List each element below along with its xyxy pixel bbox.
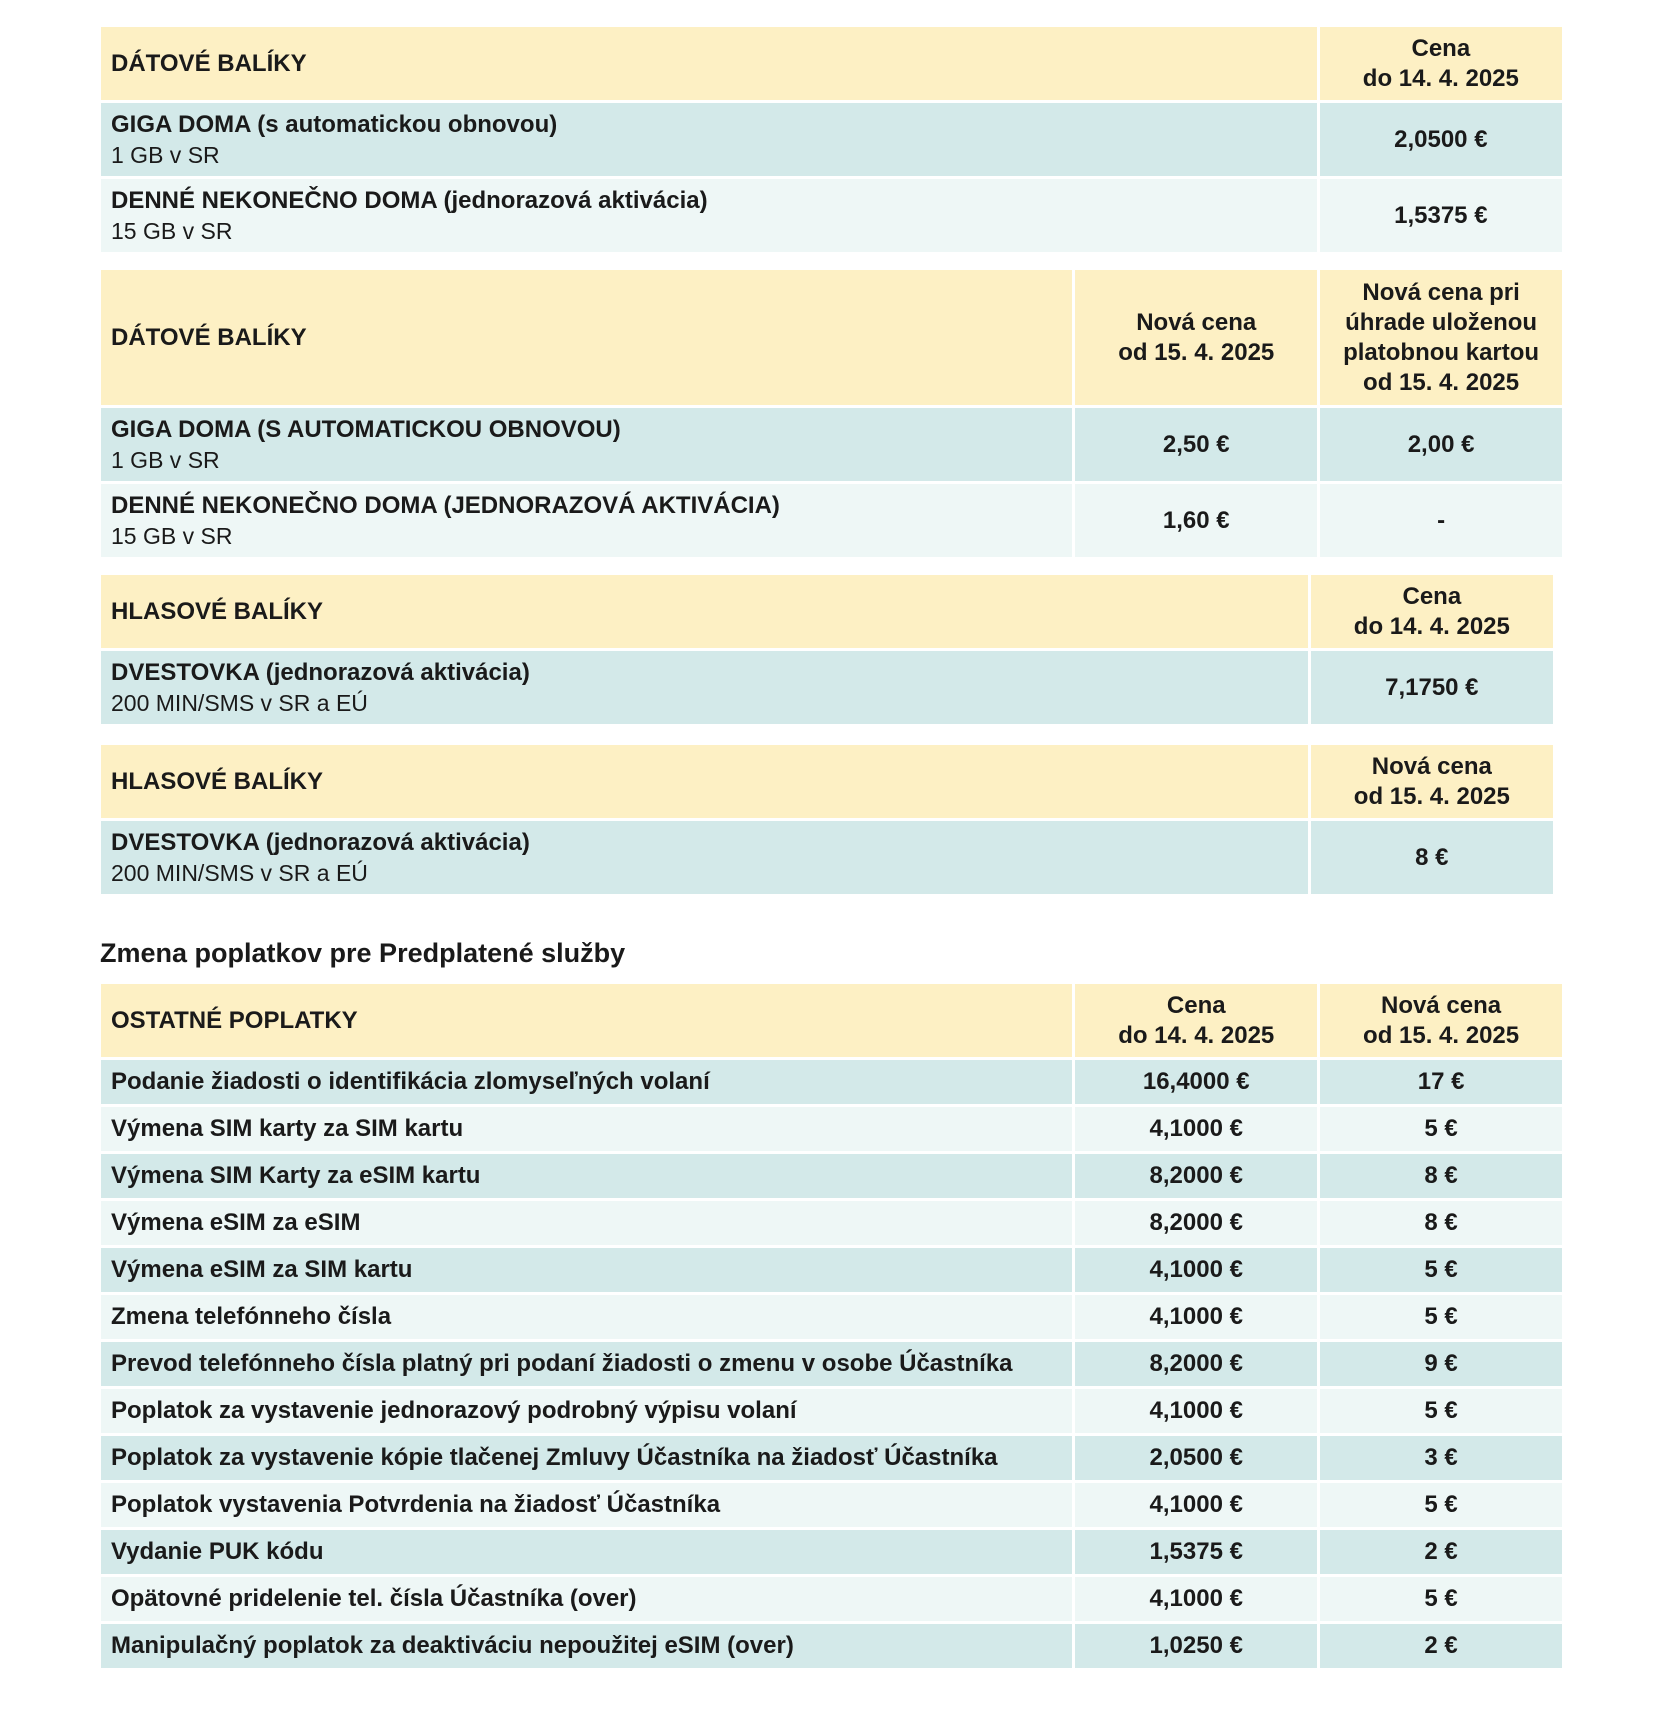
new-price-column-header: Nová cena od 15. 4. 2025 bbox=[1075, 270, 1317, 405]
new-price-cell: 5 € bbox=[1320, 1295, 1562, 1339]
new-price-cell: 5 € bbox=[1320, 1577, 1562, 1621]
package-detail: 1 GB v SR bbox=[111, 141, 220, 168]
package-detail: 15 GB v SR bbox=[111, 522, 233, 549]
table-header: HLASOVÉ BALÍKY bbox=[101, 575, 1308, 648]
fee-name-cell: Výmena SIM Karty za eSIM kartu bbox=[101, 1154, 1072, 1198]
table-row bbox=[101, 179, 1562, 252]
card-price-cell: 2,00 € bbox=[1320, 408, 1562, 481]
voice-packages-old-table bbox=[98, 572, 1556, 727]
new-price-cell: 2 € bbox=[1320, 1624, 1562, 1668]
price-column-header: Cena do 14. 4. 2025 bbox=[1320, 27, 1562, 100]
old-price-column-header: Cena do 14. 4. 2025 bbox=[1075, 984, 1317, 1057]
fee-name-cell: Opätovné pridelenie tel. čísla Účastníka (over) bbox=[101, 1577, 1072, 1621]
old-price-cell: 1,0250 € bbox=[1075, 1624, 1317, 1668]
section-title: Zmena poplatkov pre Predplatené služby bbox=[100, 938, 626, 968]
price-cell: 2,50 € bbox=[1075, 408, 1317, 481]
table-row bbox=[101, 1624, 1562, 1668]
package-name: GIGA DOMA bbox=[111, 110, 251, 138]
table-row bbox=[101, 1530, 1562, 1574]
old-price-cell: 8,2000 € bbox=[1075, 1342, 1317, 1386]
data-packages-old-table bbox=[98, 24, 1565, 255]
package-detail: 200 MIN/SMS v SR a EÚ bbox=[111, 859, 368, 886]
table-row bbox=[101, 1248, 1562, 1292]
fee-name-cell: Poplatok za vystavenie jednorazový podrobný výpisu volaní bbox=[101, 1389, 1072, 1433]
fee-name-cell: Prevod telefónneho čísla platný pri podaní žiadosti o zmenu v osobe Účastníka bbox=[101, 1342, 1072, 1386]
price-column-header: Nová cena od 15. 4. 2025 bbox=[1311, 745, 1553, 818]
package-note: (jednorazová aktivácia) bbox=[259, 658, 530, 686]
package-note: (s automatickou obnovou) bbox=[250, 110, 558, 138]
new-price-cell: 5 € bbox=[1320, 1483, 1562, 1527]
old-price-cell: 8,2000 € bbox=[1075, 1154, 1317, 1198]
table-header: HLASOVÉ BALÍKY bbox=[101, 745, 1308, 818]
card-price-column-header: Nová cena pri úhrade uloženou platobnou kartou od 15. 4. 2025 bbox=[1320, 270, 1562, 405]
voice-packages-new-table bbox=[98, 742, 1556, 897]
table-row bbox=[101, 484, 1562, 557]
new-price-cell: 17 € bbox=[1320, 1060, 1562, 1104]
price-cell: 8 € bbox=[1311, 821, 1553, 894]
old-price-cell: 8,2000 € bbox=[1075, 1201, 1317, 1245]
price-cell: 1,60 € bbox=[1075, 484, 1317, 557]
new-price-cell: 5 € bbox=[1320, 1389, 1562, 1433]
table-row bbox=[101, 821, 1553, 894]
table-header: OSTATNÉ POPLATKY bbox=[101, 984, 1072, 1057]
table-row bbox=[101, 1342, 1562, 1386]
package-name: DENNÉ NEKONEČNO DOMA (JEDNORAZOVÁ AKTIVÁCIA) bbox=[111, 491, 780, 519]
price-cell: 1,5375 € bbox=[1320, 179, 1562, 252]
fee-name-cell: Vydanie PUK kódu bbox=[101, 1530, 1072, 1574]
table-row bbox=[101, 1389, 1562, 1433]
other-fees-table bbox=[98, 981, 1565, 1671]
new-price-cell: 8 € bbox=[1320, 1154, 1562, 1198]
fee-name-cell: Poplatok za vystavenie kópie tlačenej Zmluvy Účastníka na žiadosť Účastníka bbox=[101, 1436, 1072, 1480]
table-row bbox=[101, 1201, 1562, 1245]
package-detail: 1 GB v SR bbox=[111, 446, 220, 473]
table-row bbox=[101, 1577, 1562, 1621]
fee-name-cell: Poplatok vystavenia Potvrdenia na žiadosť Účastníka bbox=[101, 1483, 1072, 1527]
card-price-cell: - bbox=[1320, 484, 1562, 557]
package-name: DVESTOVKA bbox=[111, 828, 260, 856]
new-price-cell: 8 € bbox=[1320, 1201, 1562, 1245]
new-price-column-header: Nová cena od 15. 4. 2025 bbox=[1320, 984, 1562, 1057]
data-packages-new-table bbox=[98, 267, 1565, 560]
table-row bbox=[101, 1483, 1562, 1527]
old-price-cell: 4,1000 € bbox=[1075, 1248, 1317, 1292]
old-price-cell: 4,1000 € bbox=[1075, 1577, 1317, 1621]
table-row bbox=[101, 1436, 1562, 1480]
old-price-cell: 1,5375 € bbox=[1075, 1530, 1317, 1574]
old-price-cell: 2,0500 € bbox=[1075, 1436, 1317, 1480]
fee-name-cell: Výmena eSIM za eSIM bbox=[101, 1201, 1072, 1245]
new-price-cell: 2 € bbox=[1320, 1530, 1562, 1574]
fee-name-cell: Výmena SIM karty za SIM kartu bbox=[101, 1107, 1072, 1151]
package-name: DENNÉ NEKONEČNO DOMA bbox=[111, 186, 437, 214]
new-price-cell: 5 € bbox=[1320, 1248, 1562, 1292]
price-cell: 2,0500 € bbox=[1320, 103, 1562, 176]
old-price-cell: 4,1000 € bbox=[1075, 1295, 1317, 1339]
fee-name-cell: Zmena telefónneho čísla bbox=[101, 1295, 1072, 1339]
price-cell: 7,1750 € bbox=[1311, 651, 1553, 724]
package-note: (jednorazová aktivácia) bbox=[436, 186, 708, 214]
table-row bbox=[101, 103, 1562, 176]
fee-name-cell: Manipulačný poplatok za deaktiváciu nepoužitej eSIM (over) bbox=[101, 1624, 1072, 1668]
table-header: DÁTOVÉ BALÍKY bbox=[101, 27, 1317, 100]
old-price-cell: 4,1000 € bbox=[1075, 1107, 1317, 1151]
old-price-cell: 4,1000 € bbox=[1075, 1483, 1317, 1527]
old-price-cell: 16,4000 € bbox=[1075, 1060, 1317, 1104]
package-name: DVESTOVKA bbox=[111, 658, 260, 686]
fee-name-cell: Podanie žiadosti o identifikácia zlomyseľných volaní bbox=[101, 1060, 1072, 1104]
package-detail: 200 MIN/SMS v SR a EÚ bbox=[111, 689, 368, 716]
package-detail: 15 GB v SR bbox=[111, 217, 233, 244]
package-note: (jednorazová aktivácia) bbox=[259, 828, 530, 856]
table-row bbox=[101, 1060, 1562, 1104]
new-price-cell: 5 € bbox=[1320, 1107, 1562, 1151]
package-name: GIGA DOMA (S AUTOMATICKOU OBNOVOU) bbox=[111, 415, 621, 443]
fee-name-cell: Výmena eSIM za SIM kartu bbox=[101, 1248, 1072, 1292]
new-price-cell: 9 € bbox=[1320, 1342, 1562, 1386]
new-price-cell: 3 € bbox=[1320, 1436, 1562, 1480]
table-row bbox=[101, 1295, 1562, 1339]
price-document bbox=[101, 24, 1562, 1671]
table-row bbox=[101, 1154, 1562, 1198]
table-header: DÁTOVÉ BALÍKY bbox=[101, 270, 1072, 405]
table-row bbox=[101, 651, 1553, 724]
table-row bbox=[101, 1107, 1562, 1151]
old-price-cell: 4,1000 € bbox=[1075, 1389, 1317, 1433]
table-row bbox=[101, 408, 1562, 481]
price-column-header: Cena do 14. 4. 2025 bbox=[1311, 575, 1553, 648]
